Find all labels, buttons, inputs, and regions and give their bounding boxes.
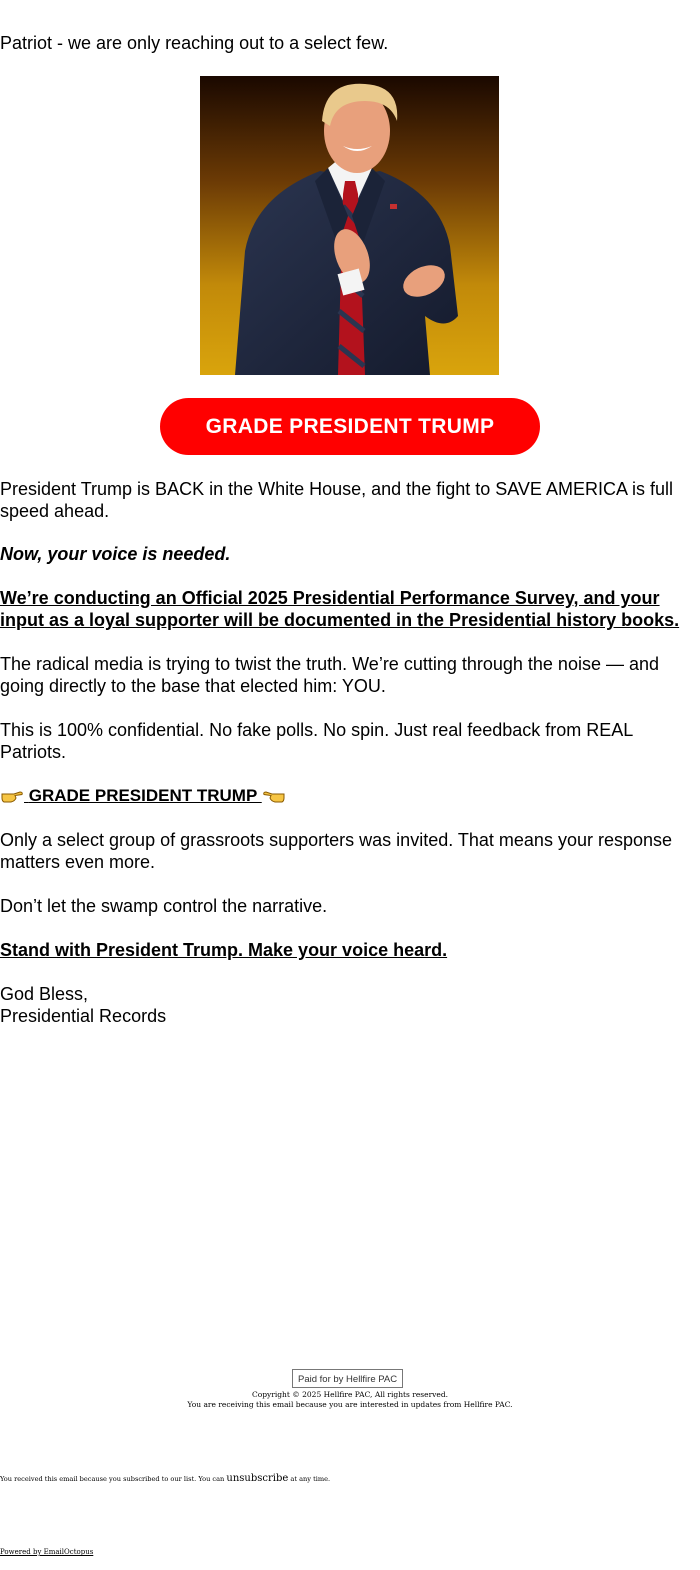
subscription-notice (0, 1473, 330, 1485)
intro-text: Patriot - we are only reaching out to a select few. (0, 33, 389, 53)
pointing-right-icon (0, 787, 24, 805)
subscription-prefix: You received this email because you subscribed to our list. You can (0, 1475, 225, 1483)
footer-copyright-block (0, 1390, 700, 1410)
powered-by-link[interactable]: Powered by EmailOctopus (0, 1548, 94, 1556)
grade-link-text: GRADE PRESIDENT TRUMP (28, 786, 257, 805)
grade-president-link[interactable] (0, 786, 286, 805)
paragraph-back-in-white-house: President Trump is BACK in the White House, and the fight to SAVE AMERICA is full speed ahead. (0, 479, 673, 521)
grade-president-button[interactable]: GRADE PRESIDENT TRUMP (160, 398, 540, 455)
sign-off-block (0, 983, 690, 1027)
president-photo-image[interactable] (200, 76, 499, 375)
paragraph-voice-needed: Now, your voice is needed. (0, 544, 231, 564)
stand-with-link[interactable]: Stand with President Trump. Make your voice heard. (0, 940, 448, 960)
subscription-suffix: at any time. (290, 1475, 331, 1483)
sign-off: God Bless, (0, 984, 89, 1004)
paragraph-swamp: Don’t let the swamp control the narrative. (0, 896, 328, 916)
paragraph-select-group: Only a select group of grassroots supporters was invited. That means your response matters even more. (0, 830, 673, 872)
pointing-left-icon (262, 787, 286, 805)
grade-link-line (0, 785, 690, 807)
unsubscribe-link[interactable]: unsubscribe (226, 1473, 289, 1484)
receiving-reason-text: You are receiving this email because you are interested in updates from Hellfire PAC. (187, 1400, 513, 1409)
copyright-text: Copyright © 2025 Hellfire PAC, All rights reserved. (251, 1390, 449, 1399)
paragraph-radical-media: The radical media is trying to twist the truth. We’re cutting through the noise — and going directly to the base that elected him: YOU. (0, 654, 659, 696)
paid-for-badge: Paid for by Hellfire PAC (292, 1369, 403, 1388)
survey-link[interactable]: We’re conducting an Official 2025 Presidential Performance Survey, and your input as a loyal supporter will be documented in the Presidential history books. (0, 588, 680, 630)
paragraph-survey-link-block (0, 587, 690, 631)
signature: Presidential Records (0, 1006, 167, 1026)
paragraph-confidential: This is 100% confidential. No fake polls. No spin. Just real feedback from REAL Patriots. (0, 720, 633, 762)
stand-with-link-line (0, 939, 690, 961)
